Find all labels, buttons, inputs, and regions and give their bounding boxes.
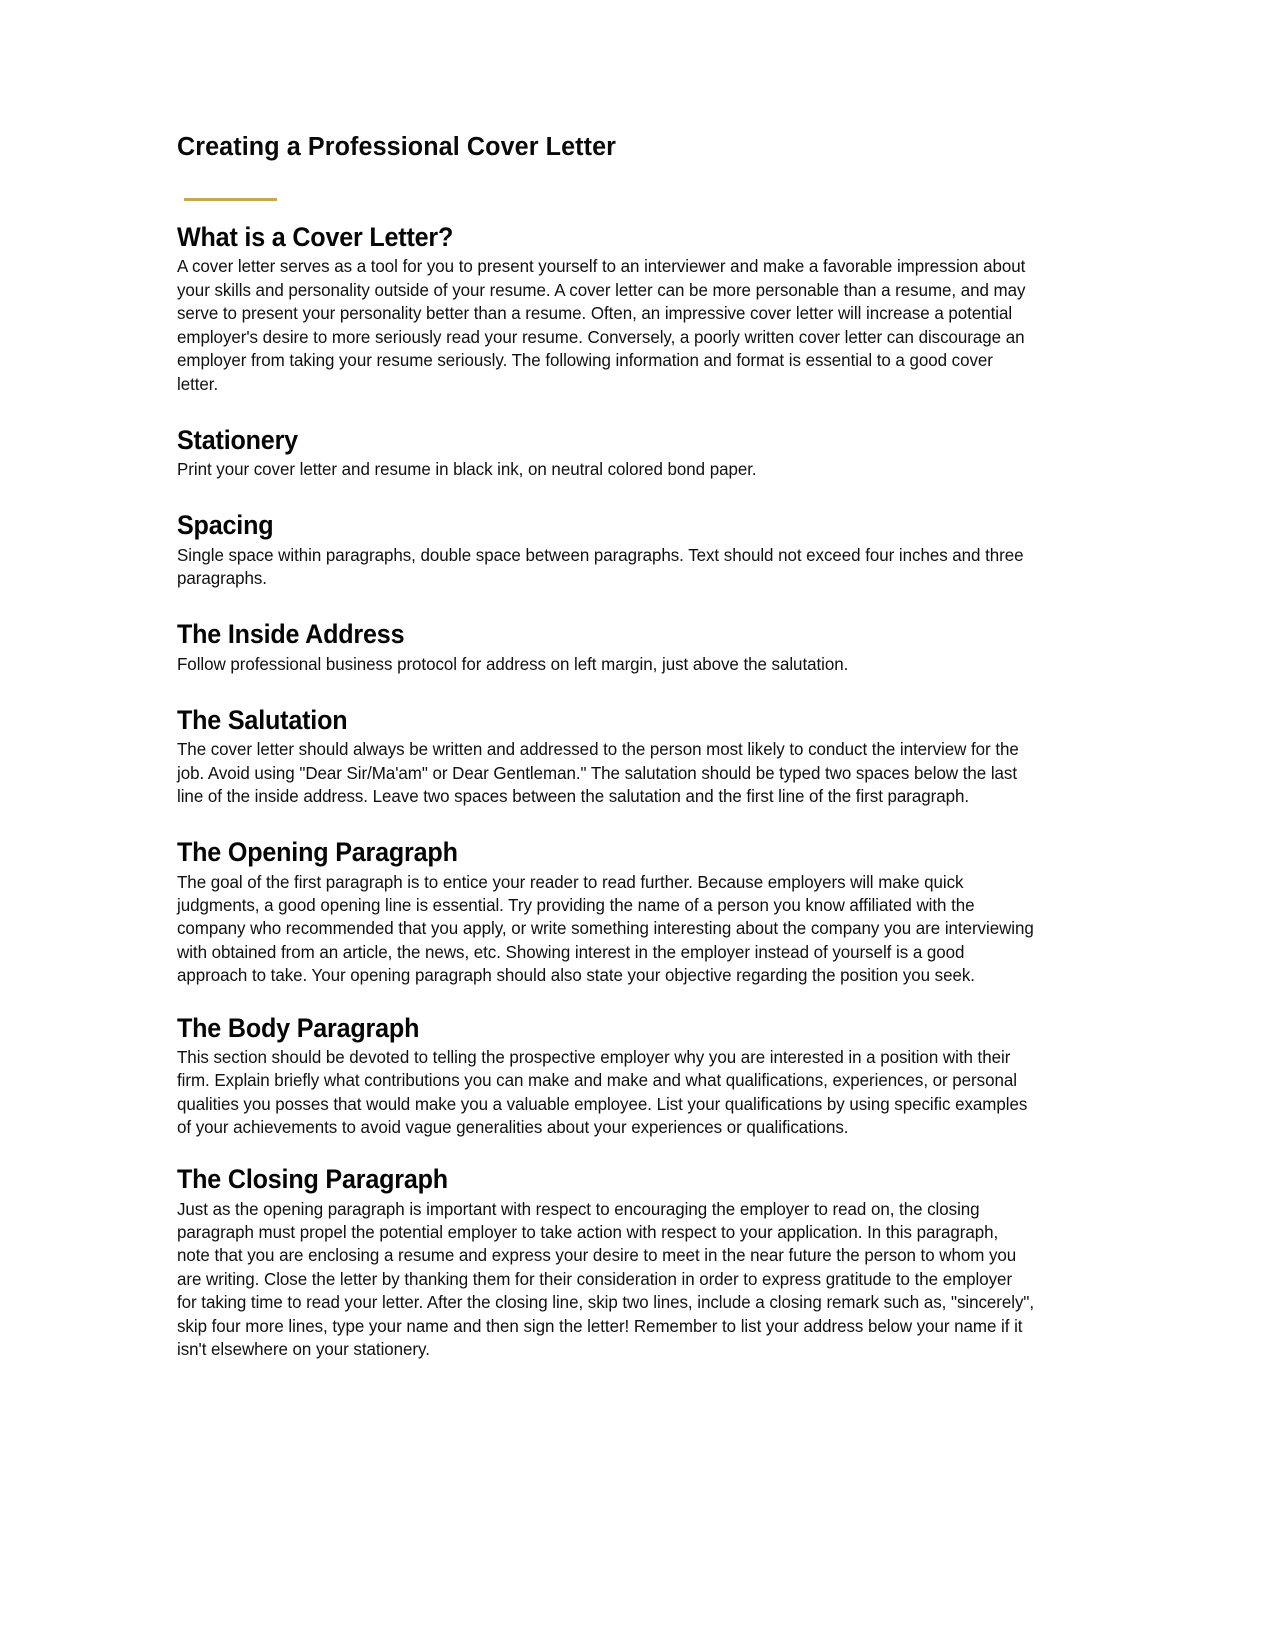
section-the-inside-address bbox=[177, 620, 1037, 676]
section-body: Just as the opening paragraph is important with respect to encouraging the employer to read on, the closing paragraph must propel the potential employer to take action with respect to your application. In this paragraph, note that you are enclosing a resume and express your desire to meet in the near future the person to whom you are writing. Close the letter by thanking them for their consideration in order to express gratitude to the employer for taking time to read your letter. After the closing line, skip two lines, include a closing remark such as, "sincerely", skip four more lines, type your name and then sign the letter! Remember to list your address below your name if it isn't elsewhere on your stationery. bbox=[177, 1198, 1035, 1359]
section-heading: The Inside Address bbox=[177, 619, 405, 650]
section-heading: The Body Paragraph bbox=[177, 1012, 420, 1043]
section-stationery bbox=[177, 426, 1037, 482]
section-body: Single space within paragraphs, double space between paragraphs. Text should not exceed four inches and three paragraphs. bbox=[177, 544, 1024, 589]
section-the-body-paragraph bbox=[177, 1014, 1037, 1140]
section-heading: The Closing Paragraph bbox=[177, 1164, 448, 1195]
section-body: A cover letter serves as a tool for you to present yourself to an interviewer and make a favorable impression about your skills and personality outside of your resume. A cover letter can be more personable than a resume, and may serve to present your personality better than a resume. Often, an impressive cover letter will increase a potential employer's desire to more seriously read your resume. Conversely, a poorly written cover letter can discourage an employer from taking your resume seriously. The following information and format is essential to a good cover letter. bbox=[177, 256, 1026, 394]
section-heading: What is a Cover Letter? bbox=[177, 222, 454, 253]
document-content bbox=[177, 133, 1037, 1361]
section-body: The cover letter should always be written and addressed to the person most likely to conduct the interview for the job. Avoid using "Dear Sir/Ma'am" or Dear Gentleman." The salutation should be typed two spaces below the last line of the inside address. Leave two spaces between the salutation and the first line of the first paragraph. bbox=[177, 739, 1019, 806]
page-title: Creating a Professional Cover Letter bbox=[177, 133, 617, 161]
section-spacing bbox=[177, 511, 1037, 590]
section-body: The goal of the first paragraph is to entice your reader to read further. Because employers will make quick judgments, a good opening line is essential. Try providing the name of a person you know affiliated with the company who recommended that you apply, or write something interesting about the company you are interviewing with obtained from an article, the news, etc. Showing interest in the employer instead of yourself is a good approach to take. Your opening paragraph should also state your objective regarding the position you seek. bbox=[177, 871, 1034, 986]
section-body: This section should be devoted to telling the prospective employer why you are interested in a position with their firm. Explain briefly what contributions you can make and make and what qualifications, experiences, or personal qualities you posses that would make you a valuable employee. List your qualifications by using specific examples of your achievements to avoid vague generalities about your experiences or qualifications. bbox=[177, 1046, 1028, 1137]
section-the-closing-paragraph bbox=[177, 1165, 1037, 1361]
section-heading: The Opening Paragraph bbox=[177, 837, 458, 868]
title-divider bbox=[184, 198, 277, 201]
section-the-salutation bbox=[177, 706, 1037, 808]
section-what-is-a-cover-letter bbox=[177, 223, 1037, 396]
section-heading: Stationery bbox=[177, 424, 298, 455]
section-heading: The Salutation bbox=[177, 705, 348, 735]
section-body: Follow professional business protocol for address on left margin, just above the salutation. bbox=[177, 653, 849, 674]
section-the-opening-paragraph bbox=[177, 838, 1037, 987]
section-body: Print your cover letter and resume in black ink, on neutral colored bond paper. bbox=[177, 459, 757, 480]
section-heading: Spacing bbox=[177, 510, 274, 541]
